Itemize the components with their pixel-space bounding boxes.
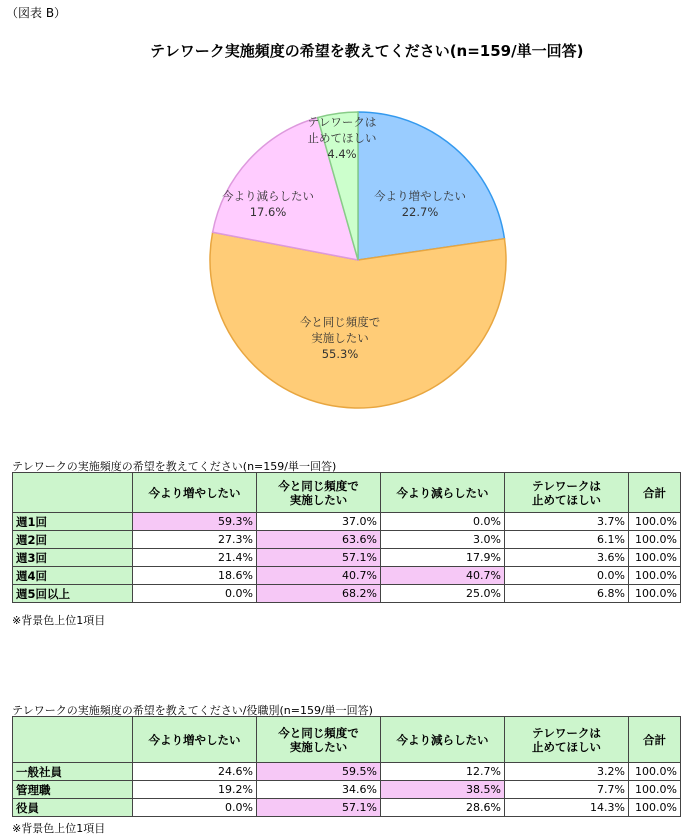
- row-label: 週2回: [13, 531, 133, 549]
- chart-title: テレワーク実施頻度の希望を教えてください(n=159/単一回答): [150, 42, 584, 60]
- table1-header-row: [13, 473, 681, 513]
- pie-category-label: テレワークは: [307, 115, 377, 129]
- table-cell: 17.9%: [381, 549, 505, 567]
- pie-slice-0: [358, 112, 504, 260]
- table-cell: 21.4%: [133, 549, 257, 567]
- table-cell: 6.8%: [505, 585, 629, 603]
- pie-category-label: 今より減らしたい: [222, 189, 314, 203]
- table-cell: 3.7%: [505, 513, 629, 531]
- table-cell: 100.0%: [629, 531, 681, 549]
- table-cell: 68.2%: [257, 585, 381, 603]
- table-row: [13, 781, 681, 799]
- row-label: 管理職: [13, 781, 133, 799]
- table-row: [13, 585, 681, 603]
- table2-header-row: [13, 717, 681, 763]
- table-cell: 24.6%: [133, 763, 257, 781]
- table-cell: 100.0%: [629, 763, 681, 781]
- column-header: 今と同じ頻度で 実施したい: [257, 473, 381, 513]
- pie-category-label: 実施したい: [311, 331, 369, 345]
- table-cell: 100.0%: [629, 567, 681, 585]
- table-cell: 6.1%: [505, 531, 629, 549]
- table-cell: 0.0%: [133, 799, 257, 817]
- table-cell: 100.0%: [629, 513, 681, 531]
- table-cell: 7.7%: [505, 781, 629, 799]
- table-cell: 14.3%: [505, 799, 629, 817]
- table-cell: 27.3%: [133, 531, 257, 549]
- column-header: 今より増やしたい: [133, 473, 257, 513]
- column-header: テレワークは 止めてほしい: [505, 473, 629, 513]
- table-cell: 3.2%: [505, 763, 629, 781]
- table-cell: 25.0%: [381, 585, 505, 603]
- figure-label: （図表 B）: [6, 6, 67, 20]
- table-cell: 0.0%: [133, 585, 257, 603]
- table-cell: 59.3%: [133, 513, 257, 531]
- row-label: 一般社員: [13, 763, 133, 781]
- table-cell: 40.7%: [257, 567, 381, 585]
- table-cell: 59.5%: [257, 763, 381, 781]
- table-row: [13, 567, 681, 585]
- table2-note: ※背景色上位1項目: [12, 822, 106, 835]
- row-label: 週3回: [13, 549, 133, 567]
- table-cell: 38.5%: [381, 781, 505, 799]
- table-row: [13, 549, 681, 567]
- column-header: 今と同じ頻度で 実施したい: [257, 717, 381, 763]
- table-cell: 100.0%: [629, 585, 681, 603]
- table-row: [13, 531, 681, 549]
- table-cell: 12.7%: [381, 763, 505, 781]
- table-cell: 40.7%: [381, 567, 505, 585]
- table-cell: 0.0%: [381, 513, 505, 531]
- table-cell: 18.6%: [133, 567, 257, 585]
- table-cell: 3.0%: [381, 531, 505, 549]
- table1: [12, 472, 681, 603]
- row-label: 週4回: [13, 567, 133, 585]
- column-header: 合計: [629, 717, 681, 763]
- pie-category-label: 今と同じ頻度で: [299, 315, 381, 329]
- header-corner-cell: [13, 473, 133, 513]
- column-header: テレワークは 止めてほしい: [505, 717, 629, 763]
- table-cell: 28.6%: [381, 799, 505, 817]
- row-label: 週1回: [13, 513, 133, 531]
- table-cell: 100.0%: [629, 549, 681, 567]
- row-label: 週5回以上: [13, 585, 133, 603]
- table-cell: 19.2%: [133, 781, 257, 799]
- column-header: 合計: [629, 473, 681, 513]
- row-label: 役員: [13, 799, 133, 817]
- pie-percent-label: 4.4%: [327, 147, 357, 161]
- table-row: [13, 799, 681, 817]
- table2: [12, 716, 681, 817]
- table1-note: ※背景色上位1項目: [12, 614, 106, 627]
- table-cell: 34.6%: [257, 781, 381, 799]
- table-cell: 57.1%: [257, 799, 381, 817]
- table-cell: 37.0%: [257, 513, 381, 531]
- column-header: 今より減らしたい: [381, 717, 505, 763]
- pie-category-label: 今より増やしたい: [374, 189, 466, 203]
- table1-caption: テレワークの実施頻度の希望を教えてください(n=159/単一回答): [12, 460, 337, 473]
- table-row: [13, 513, 681, 531]
- pie-percent-label: 55.3%: [321, 347, 359, 361]
- column-header: 今より増やしたい: [133, 717, 257, 763]
- pie-percent-label: 22.7%: [401, 205, 439, 219]
- table-cell: 3.6%: [505, 549, 629, 567]
- table2-caption: テレワークの実施頻度の希望を教えてください/役職別(n=159/単一回答): [12, 704, 373, 717]
- table-cell: 57.1%: [257, 549, 381, 567]
- pie-percent-label: 17.6%: [249, 205, 287, 219]
- pie-category-label: 止めてほしい: [307, 131, 377, 145]
- table-cell: 63.6%: [257, 531, 381, 549]
- table-cell: 100.0%: [629, 781, 681, 799]
- table-row: [13, 763, 681, 781]
- column-header: 今より減らしたい: [381, 473, 505, 513]
- table-cell: 100.0%: [629, 799, 681, 817]
- table-cell: 0.0%: [505, 567, 629, 585]
- header-corner-cell: [13, 717, 133, 763]
